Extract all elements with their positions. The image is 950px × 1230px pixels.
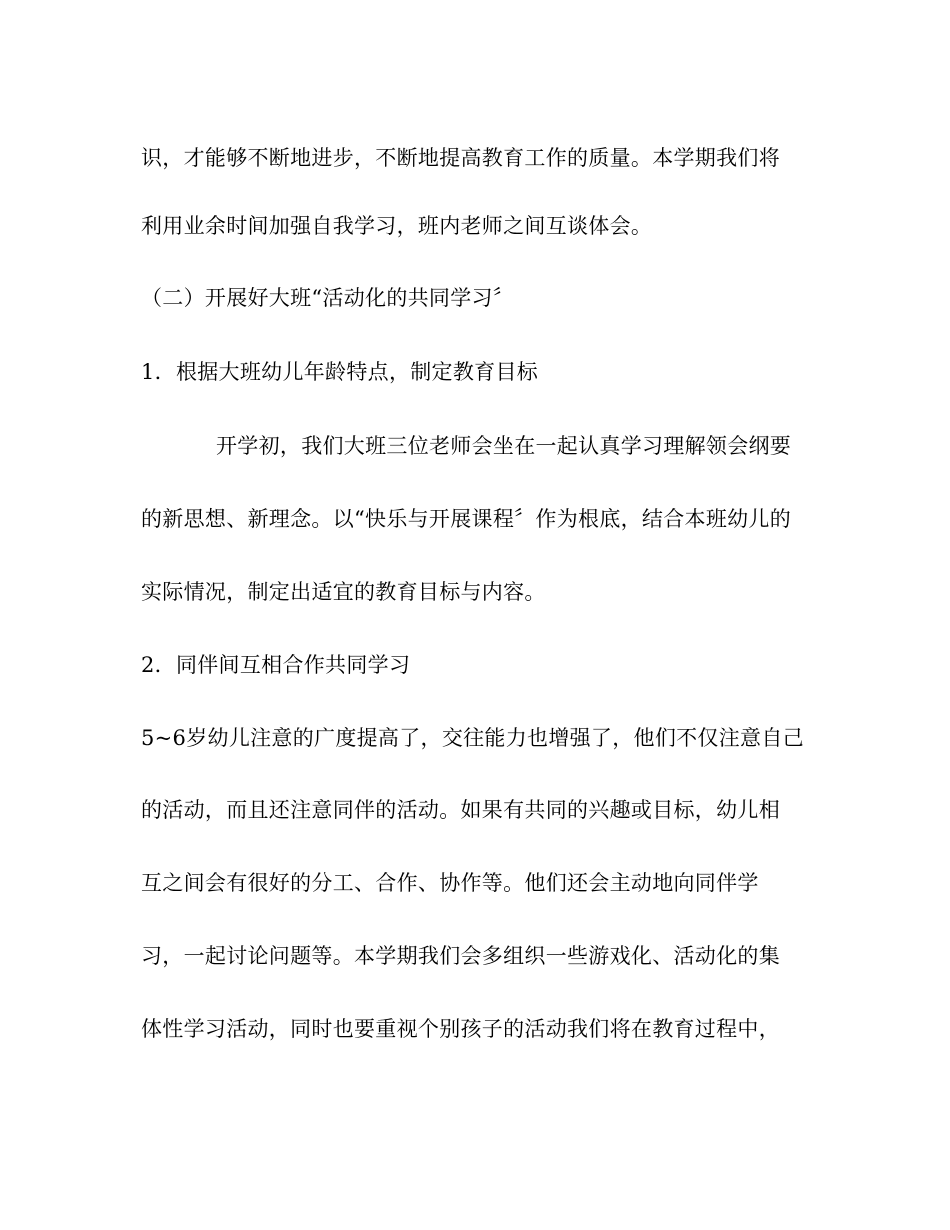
paragraph-line: 识，才能够不断地进步，不断地提高教育工作的质量。本学期我们将	[141, 146, 780, 170]
paragraph-line: 实际情况，制定出适宜的教育目标与内容。	[141, 580, 546, 604]
paragraph-line: 习，一起讨论问题等。本学期我们会多组织一些游戏化、活动化的集	[141, 944, 780, 968]
paragraph-line: 体性学习活动，同时也要重视个别孩子的活动我们将在教育过程中，	[141, 1017, 780, 1041]
paragraph-line: 的活动，而且还注意同伴的活动。如果有共同的兴趣或目标，幼儿相	[141, 798, 780, 822]
paragraph-line: 利用业余时间加强自我学习，班内老师之间互谈体会。	[141, 214, 653, 238]
subsection-heading: 1．根据大班幼儿年龄特点，制定教育目标	[141, 360, 539, 384]
paragraph-line: 开学初，我们大班三位老师会坐在一起认真学习理解领会纲要	[216, 434, 792, 458]
paragraph-line: 的新思想、新理念。以“快乐与开展课程〞作为根底，结合本班幼儿的	[141, 507, 792, 531]
paragraph-line: 5~6岁幼儿注意的广度提高了，交往能力也增强了，他们不仅注意自己	[141, 726, 804, 750]
section-heading: （二）开展好大班“活动化的共同学习〞	[141, 286, 515, 310]
paragraph-line: 互之间会有很好的分工、合作、协作等。他们还会主动地向同伴学	[141, 871, 759, 895]
subsection-heading: 2．同伴间互相合作共同学习	[141, 653, 411, 677]
